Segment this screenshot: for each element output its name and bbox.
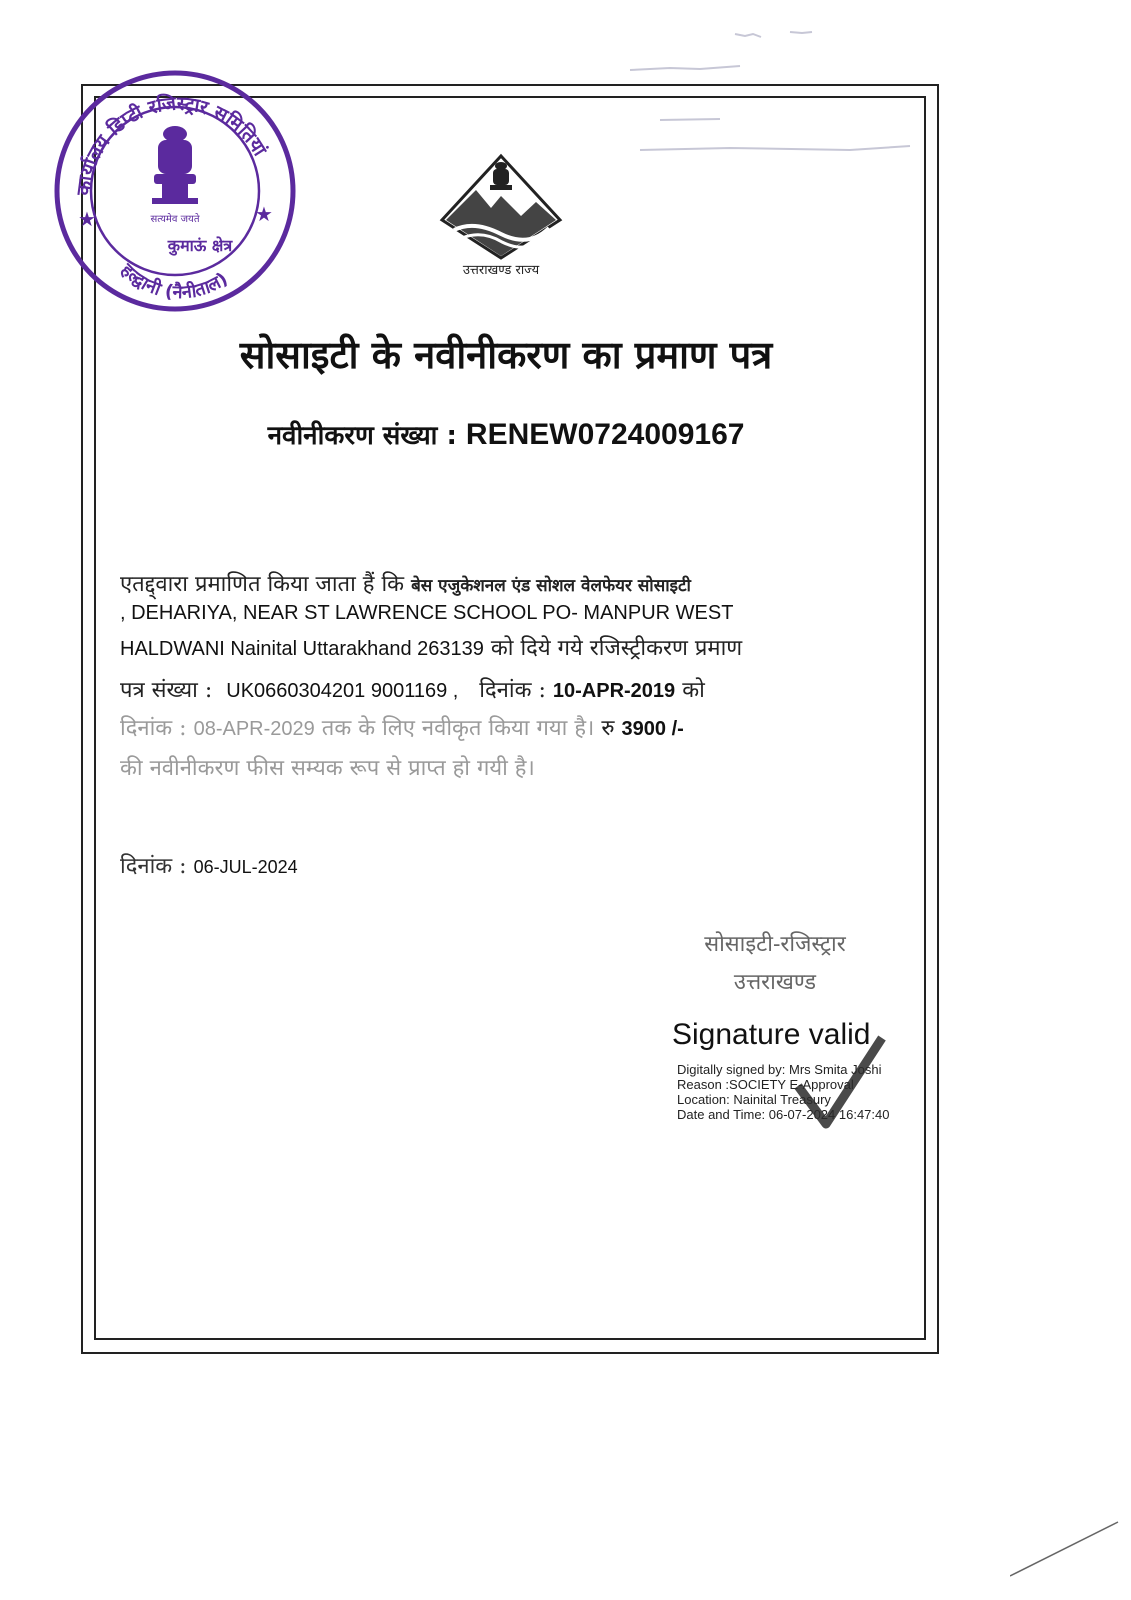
- body-line-5: [120, 712, 684, 742]
- stamp-emblem-caption: सत्यमेव जयते: [150, 214, 200, 225]
- svg-text:★: ★: [78, 207, 96, 231]
- signature-location: Location: Nainital Treasury: [677, 1092, 831, 1107]
- registration-date: 10-APR-2019: [552, 680, 676, 702]
- stamp-top-text: कार्यालय डिप्टी रजिस्ट्रार समितियां: [72, 92, 271, 197]
- corner-scan-line: [1010, 1520, 1120, 1580]
- issue-date-label: दिनांक :: [120, 854, 187, 879]
- valid-until-label: दिनांक :: [120, 716, 187, 741]
- stamp-city-text: हल्द्वानी (नैनीताल): [116, 259, 232, 304]
- ko-text: को: [682, 678, 705, 703]
- issue-date-line: [120, 850, 298, 880]
- address-line-1: , DEHARIYA, NEAR ST LAWRENCE SCHOOL PO- MANPUR WEST: [120, 602, 734, 624]
- certificate-title: सोसाइटी के नवीनीकरण का प्रमाण पत्र: [239, 333, 773, 377]
- svg-text:★: ★: [255, 202, 273, 226]
- registration-date-label: दिनांक :: [479, 678, 546, 703]
- issue-date: 06-JUL-2024: [193, 857, 298, 877]
- renewal-number-line: [0, 416, 1012, 452]
- registration-given-text: को दिये गये रजिस्ट्रीकरण प्रमाण: [490, 636, 743, 661]
- signature-reason: Reason :SOCIETY E-Approval: [677, 1077, 854, 1092]
- renewal-number: RENEW0724009167: [465, 418, 745, 451]
- certificate-number: UK0660304201 9001169 ,: [226, 680, 459, 702]
- registrar-title: सोसाइटी-रजिस्ट्रार: [704, 932, 846, 957]
- registrar-state: उत्तराखण्ड: [733, 970, 817, 995]
- stamp-region-text: कुमाऊं क्षेत्र: [167, 236, 233, 255]
- renewal-number-label: नवीनीकरण संख्या :: [267, 421, 457, 451]
- body-line-1: [120, 568, 691, 598]
- fee-amount: 3900 /-: [621, 718, 684, 740]
- certify-intro-text: एतद्द्वारा प्रमाणित किया जाता हैं कि: [120, 572, 405, 597]
- registrar-block: [660, 926, 890, 1002]
- office-seal-stamp: [50, 66, 300, 316]
- valid-until-date: 08-APR-2029: [193, 718, 315, 740]
- fee-received-text: की नवीनीकरण फीस सम्यक रूप से प्राप्त हो गयी है।: [120, 756, 535, 781]
- signature-datetime: Date and Time: 06-07-2024 16:47:40: [677, 1107, 890, 1122]
- emblem-caption: उत्तराखण्ड राज्य: [462, 263, 540, 278]
- ashoka-emblem-icon: [152, 126, 198, 204]
- signature-valid-check-icon: [790, 1024, 890, 1134]
- uttarakhand-emblem-logo: [436, 148, 566, 280]
- fee-prefix: रु: [601, 716, 615, 741]
- body-line-3: [120, 632, 742, 662]
- society-name: बेस एजुकेशनल एंड सोशल वेलफेयर सोसाइटी: [411, 576, 691, 596]
- certificate-number-label: पत्र संख्या :: [120, 678, 213, 703]
- address-line-2: HALDWANI Nainital Uttarakhand 263139: [120, 638, 484, 660]
- renewed-text: तक के लिए नवीकृत किया गया है।: [321, 716, 595, 741]
- signature-status: Signature valid: [672, 1018, 871, 1051]
- body-line-4: [120, 674, 705, 704]
- signed-by: Digitally signed by: Mrs Smita Joshi: [677, 1062, 882, 1077]
